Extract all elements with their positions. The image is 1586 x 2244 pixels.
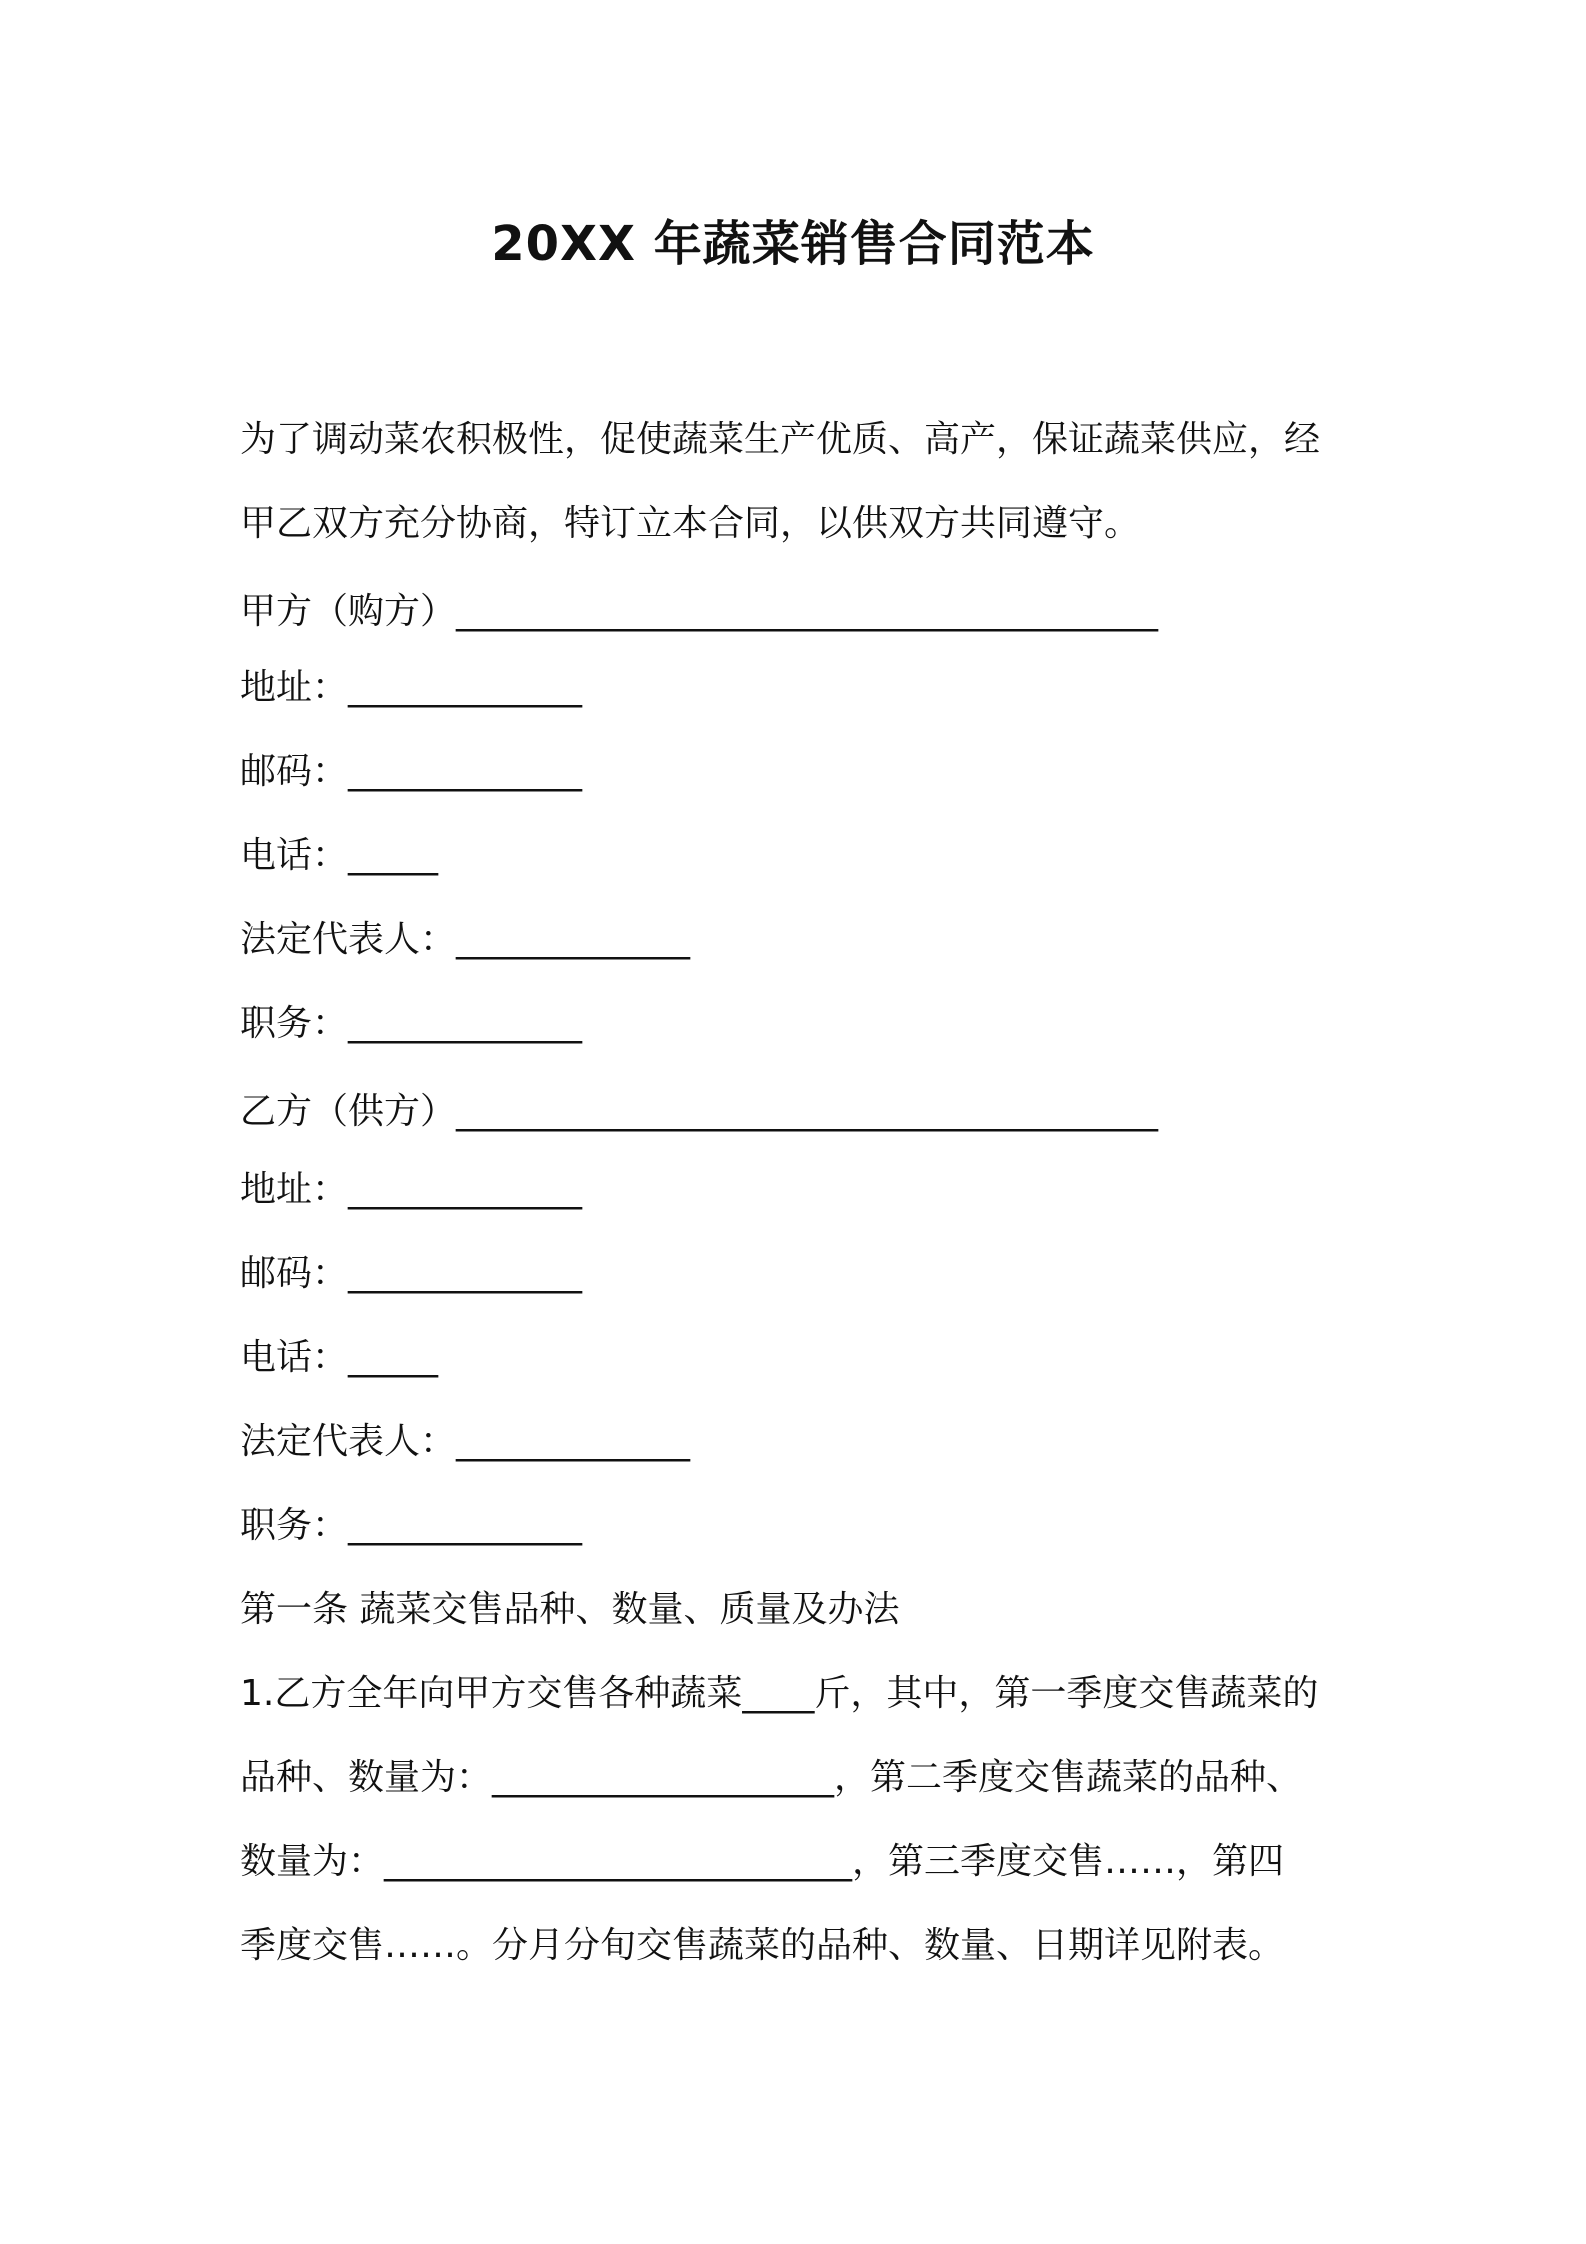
article-1-line-2: 品种、数量为：___________________，第二季度交售蔬菜的品种、 <box>240 1757 1303 1798</box>
article-1-line-3: 数量为：__________________________，第三季度交售……，第四 <box>240 1841 1285 1882</box>
intro-line-1: 为了调动菜农积极性，促使蔬菜生产优质、高产，保证蔬菜供应，经 <box>240 419 1321 460</box>
party-a-phone: 电话：_____ <box>240 835 439 876</box>
party-a-address: 地址：_____________ <box>240 667 583 708</box>
party-b-heading: 乙方（供方）_______________________________________ <box>240 1091 1159 1132</box>
article-1-line-1: 1.乙方全年向甲方交售各种蔬菜____斤，其中，第一季度交售蔬菜的 <box>240 1673 1319 1714</box>
party-b-legal-rep: 法定代表人：_____________ <box>240 1421 691 1462</box>
party-a-postcode: 邮码：_____________ <box>240 751 583 792</box>
party-b-position: 职务：_____________ <box>240 1505 583 1546</box>
article-1-line-4: 季度交售……。分月分旬交售蔬菜的品种、数量、日期详见附表。 <box>240 1925 1285 1966</box>
party-a-heading: 甲方（购方）_______________________________________ <box>240 591 1159 632</box>
party-b-phone: 电话：_____ <box>240 1337 439 1378</box>
party-a-position: 职务：_____________ <box>240 1003 583 1044</box>
party-b-address: 地址：_____________ <box>240 1169 583 1210</box>
article-1-heading: 第一条 蔬菜交售品种、数量、质量及办法 <box>240 1589 900 1630</box>
document-title: 20XX 年蔬菜销售合同范本 <box>491 216 1095 272</box>
intro-line-2: 甲乙双方充分协商，特订立本合同，以供双方共同遵守。 <box>240 503 1141 544</box>
party-b-postcode: 邮码：_____________ <box>240 1253 583 1294</box>
party-a-legal-rep: 法定代表人：_____________ <box>240 919 691 960</box>
